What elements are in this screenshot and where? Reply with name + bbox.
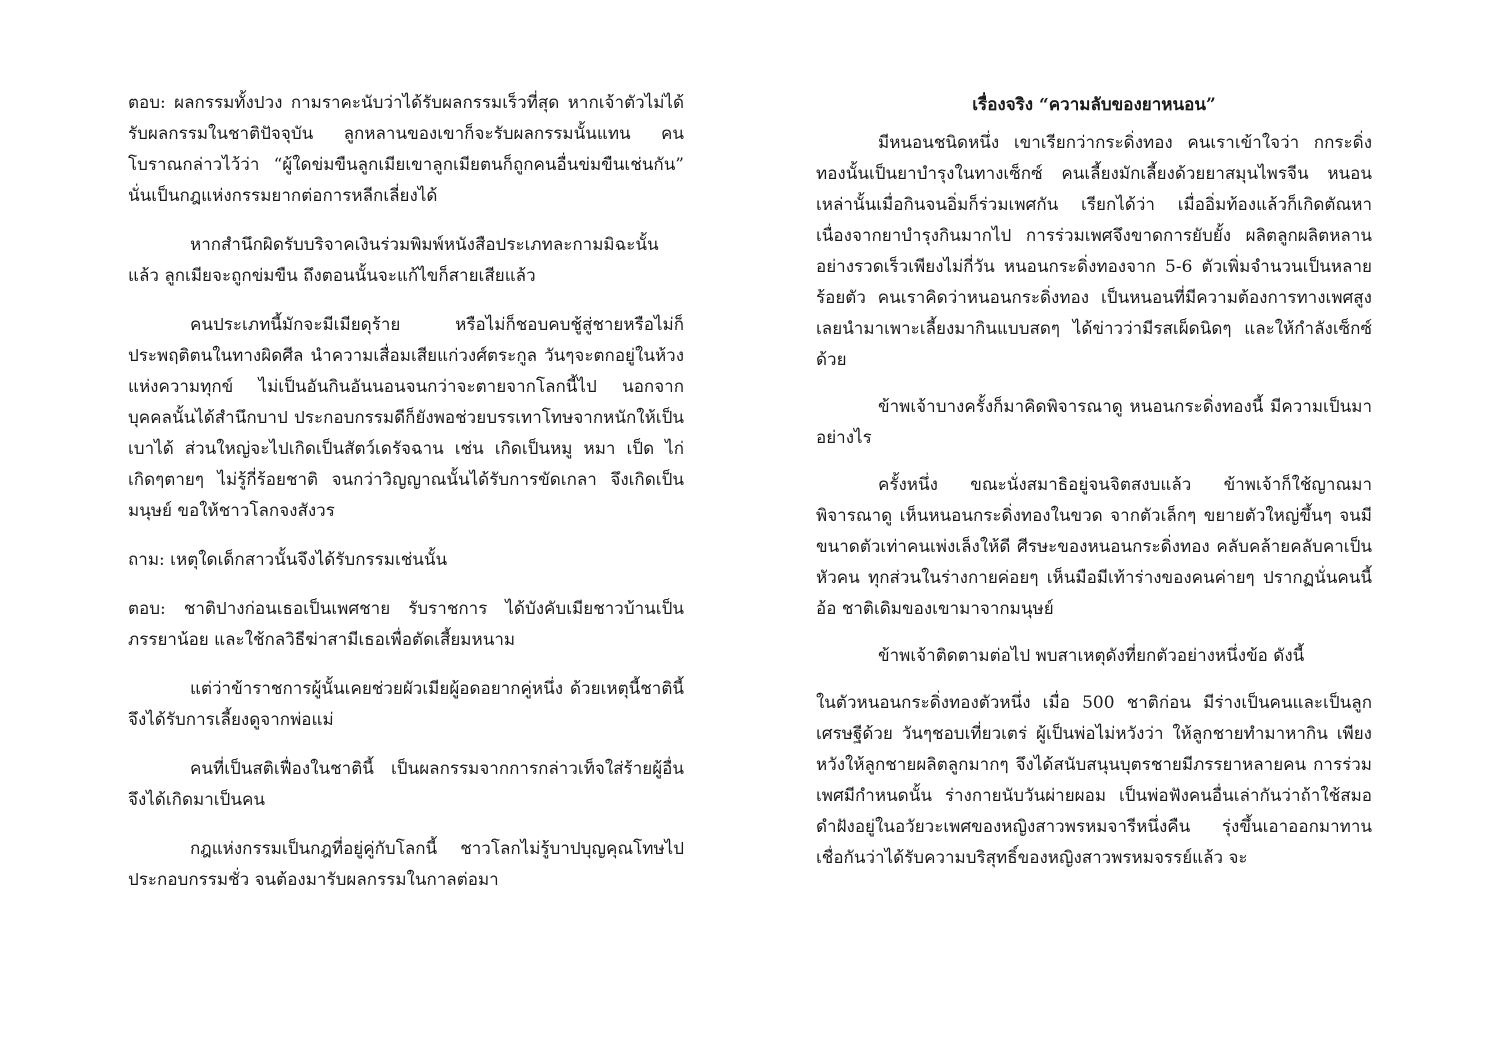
left-paragraph-7: คนที่เป็นสติเฟื่องในชาตินี้ เป็นผลกรรมจากการกล่าวเท็จใส่ร้ายผู้อื่น จึงได้เกิดมาเป็นคน [128,759,684,810]
right-page [816,88,1372,890]
right-paragraph-5: ในตัวหนอนกระดิ่งทองตัวหนึ่ง เมื่อ 500 ชาติก่อน มีร่างเป็นคนและเป็นลูกเศรษฐีด้วย วันๆชอบเที่ยวเตร่ ผู้เป็นพ่อไม่หวังว่า ให้ลูกชายทำมาหากิน เพียงหวังให้ลูกชายผลิตลูกมากๆ จึงได้สนับสนุนบุตรชายมีภรรยาหลายคน การร่วมเพศมีกำหนดนั้น ร่างกายนับวันผ่ายผอม เป็นพ่อฟังคนอื่นเล่ากันว่าถ้าใช้สมอดำฝังอยู่ในอวัยวะเพศของหญิงสาวพรหมจารีหนึ่งคืน รุ่งขึ้นเอาออกมาทาน เชื่อกันว่าได้รับความบริสุทธิ์ของหญิงสาวพรหมจรรย์แล้ว จะ [816,693,1372,868]
left-paragraph-8: กฎแห่งกรรมเป็นกฎที่อยู่คู่กับโลกนี้ ชาวโลกไม่รู้บาปบุญคุณโทษไปประกอบกรรมชั่ว จนต้องมารับผลกรรมในกาลต่อมา [128,839,684,890]
left-paragraph-6: แต่ว่าข้าราชการผู้นั้นเคยช่วยผัวเมียผู้อดอยากคู่หนึ่ง ด้วยเหตุนี้ชาตินี้จึงได้รับการเลี้ยงดูจากพ่อแม่ [128,679,684,730]
left-paragraph-3: คนประเภทนี้มักจะมีเมียดุร้าย หรือไม่ก็ชอบคบชู้สู่ชายหรือไม่ก็ประพฤติตนในทางผิดศีล นำความเสื่อมเสียแก่วงศ์ตระกูล วันๆจะตกอยู่ในห้วงแห่งความทุกข์ ไม่เป็นอันกินอันนอนจนกว่าจะตายจากโลกนี้ไป นอกจากบุคคลนั้นได้สำนึกบาป ประกอบกรรมดีก็ยังพอช่วยบรรเทาโทษจากหนักให้เป็นเบาได้ ส่วนใหญ่จะไปเกิดเป็นสัตว์เดรัจฉาน เช่น เกิดเป็นหมู หมา เป็ด ไก่ เกิดๆตายๆ ไม่รู้กี่ร้อยชาติ จนกว่าวิญญาณนั้นได้รับการขัดเกลา จึงเกิดเป็นมนุษย์ ขอให้ชาวโลกจงสังวร [128,315,684,521]
left-paragraph-4: ถาม: เหตุใดเด็กสาวนั้นจึงได้รับกรรมเช่นนั้น [128,550,448,570]
left-paragraph-2: หากสำนึกผิดรับบริจาคเงินร่วมพิมพ์หนังสือประเภทละกามมิฉะนั้นแล้ว ลูกเมียจะถูกข่มขืน ถึงตอนนั้นจะแก้ไขก็สายเสียแล้ว [128,235,659,286]
right-paragraph-4: ข้าพเจ้าติดตามต่อไป พบสาเหตุดังที่ยกตัวอย่างหนึ่งข้อ ดังนี้ [878,646,1305,666]
left-page [128,88,684,914]
right-paragraph-2: ข้าพเจ้าบางครั้งก็มาคิดพิจารณาดู หนอนกระดิ่งทองนี้ มีความเป็นมาอย่างไร [816,397,1372,448]
left-paragraph-1: ตอบ: ผลกรรมทั้งปวง กามราคะนับว่าได้รับผลกรรมเร็วที่สุด หากเจ้าตัวไม่ได้รับผลกรรมในชาติปัจจุบัน ลูกหลานของเขาก็จะรับผลกรรมนั้นแทน คนโบราณกล่าวไว้ว่า “ผู้ใดข่มขืนลูกเมียเขาลูกเมียตนก็ถูกคนอื่นข่มขืนเช่นกัน” นั่นเป็นกฎแห่งกรรมยากต่อการหลีกเลี่ยงได้ [128,93,684,206]
story-title: เรื่องจริง “ความลับของยาหนอน” [972,95,1216,115]
right-paragraph-1: มีหนอนชนิดหนึ่ง เขาเรียกว่ากระดิ่งทอง คนเราเข้าใจว่า กกระดิ่งทองนั้นเป็นยาบำรุงในทางเซ็กซ์ คนเลี้ยงมักเลี้ยงด้วยยาสมุนไพรจีน หนอนเหล่านั้นเมื่อกินจนอิ่มก็ร่วมเพศกัน เรียกได้ว่า เมื่ออิ่มท้องแล้วก็เกิดตัณหา เนื่องจากยาบำรุงกินมากไป การร่วมเพศจึงขาดการยับยั้ง ผลิตลูกผลิตหลานอย่างรวดเร็วเพียงไม่กี่วัน หนอนกระดิ่งทองจาก 5-6 ตัวเพิ่มจำนวนเป็นหลายร้อยตัว คนเราคิดว่าหนอนกระดิ่งทอง เป็นหนอนที่มีความต้องการทางเพศสูงเลยนำมาเพาะเลี้ยงมากินแบบสดๆ ได้ข่าวว่ามีรสเผ็ดนิดๆ และให้กำลังเซ็กซ์ด้วย [816,133,1372,370]
left-paragraph-5: ตอบ: ชาติปางก่อนเธอเป็นเพศชาย รับราชการ ได้บังคับเมียชาวบ้านเป็นภรรยาน้อย และใช้กลวิธีฆ่าสามีเธอเพื่อตัดเสี้ยมหนาม [128,599,684,650]
right-paragraph-3: ครั้งหนึ่ง ขณะนั่งสมาธิอยู่จนจิตสงบแล้ว ข้าพเจ้าก็ใช้ญาณมาพิจารณาดู เห็นหนอนกระดิ่งทองในขวด จากตัวเล็กๆ ขยายตัวใหญ่ขึ้นๆ จนมีขนาดตัวเท่าคนเพ่งเล็งให้ดี ศีรษะของหนอนกระดิ่งทอง คลับคล้ายคลับคาเป็นหัวคน ทุกส่วนในร่างกายค่อยๆ เห็นมือมีเท้าร่างของคนค่ายๆ ปรากฏนั่นคนนี้อ้อ ชาติเดิมของเขามาจากมนุษย์ [816,475,1372,619]
